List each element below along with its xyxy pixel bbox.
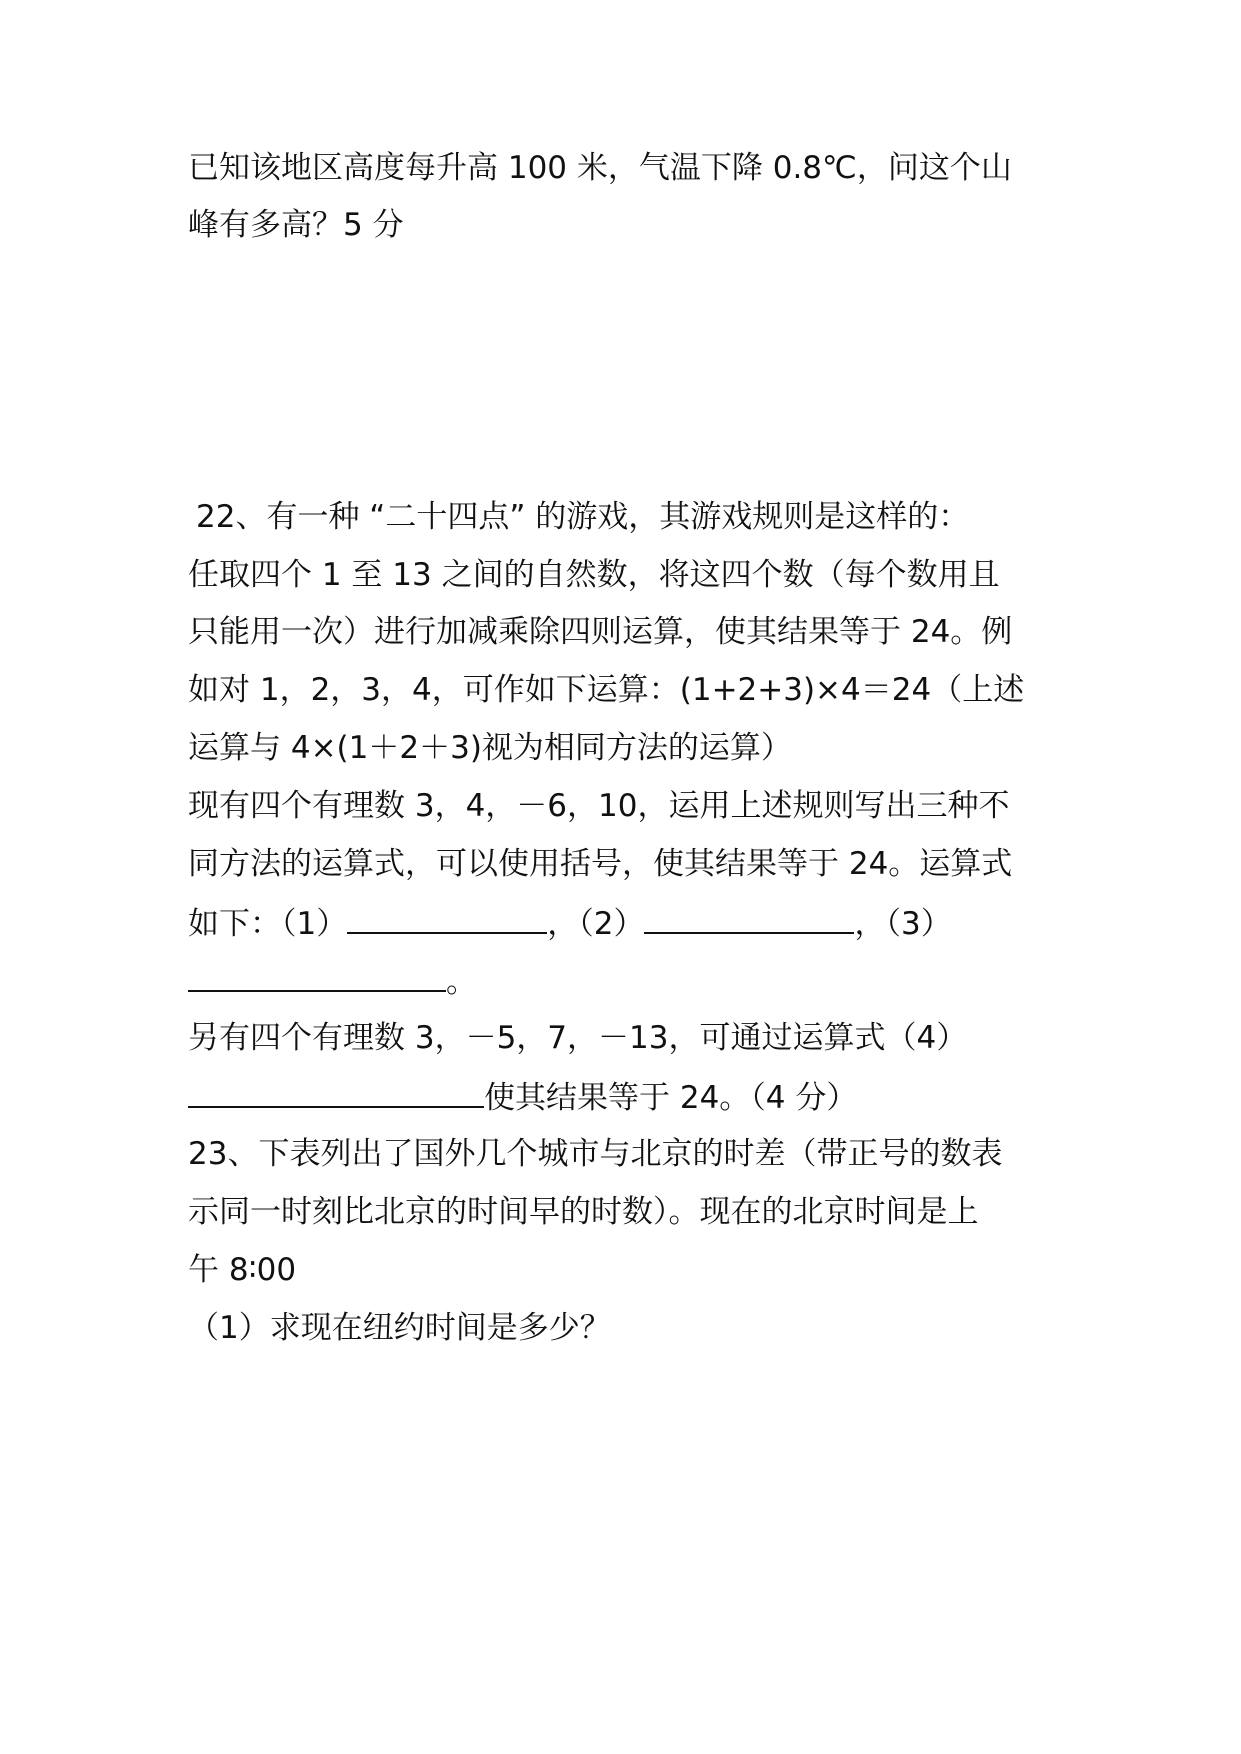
q22-text-line-5: 运算与 4×(1＋2＋3)视为相同方法的运算） [188,730,792,766]
q22-answer-line-4 [188,1076,857,1118]
answer-2-label: ，（2） [547,906,645,942]
q22-text-line-6: 现有四个有理数 3，4，－6，10，运用上述规则写出三种不 [188,788,1010,824]
answer-2-blank[interactable] [644,902,854,934]
q22-answer-line-2 [188,960,477,1002]
answer-4-blank[interactable] [188,1076,484,1108]
q23-text-line-2: 示同一时刻比北京的时间早的时数）。现在的北京时间是上 [188,1194,979,1230]
q22-text-line-2: 任取四个 1 至 13 之间的自然数，将这四个数（每个数用且 [188,557,1000,593]
q21-text-line-2: 峰有多高？5 分 [188,207,404,243]
answer-4-suffix: 使其结果等于 24。（4 分） [484,1080,858,1116]
q22-text-line-7: 同方法的运算式，可以使用括号，使其结果等于 24。运算式 [188,846,1013,882]
q22-text-line-10: 另有四个有理数 3，－5，7，－13，可通过运算式（4） [188,1020,968,1056]
q23-text-line-3: 午 8∶00 [188,1252,297,1288]
q22-title-line: 22、有一种 “二十四点” 的游戏，其游戏规则是这样的： [196,499,970,535]
q23-subquestion-1: （1）求现在纽约时间是多少？ [188,1310,611,1346]
answer-3-blank[interactable] [188,960,446,992]
q22-answer-line-1 [188,902,952,944]
q22-text-line-4: 如对 1，2，3，4，可作如下运算：(1+2+3)×4＝24（上述 [188,672,1025,708]
answer-3-end: 。 [446,964,477,1000]
answer-3-label: ，（3） [854,906,952,942]
q22-text-line-3: 只能用一次）进行加减乘除四则运算，使其结果等于 24。例 [188,614,1013,650]
q21-text-line-1: 已知该地区高度每升高 100 米，气温下降 0.8℃，问这个山 [188,150,1012,186]
answer-1-label: 如下：（1） [188,906,348,942]
q23-title-line: 23、下表列出了国外几个城市与北京的时差（带正号的数表 [188,1136,1003,1172]
answer-1-blank[interactable] [347,902,547,934]
